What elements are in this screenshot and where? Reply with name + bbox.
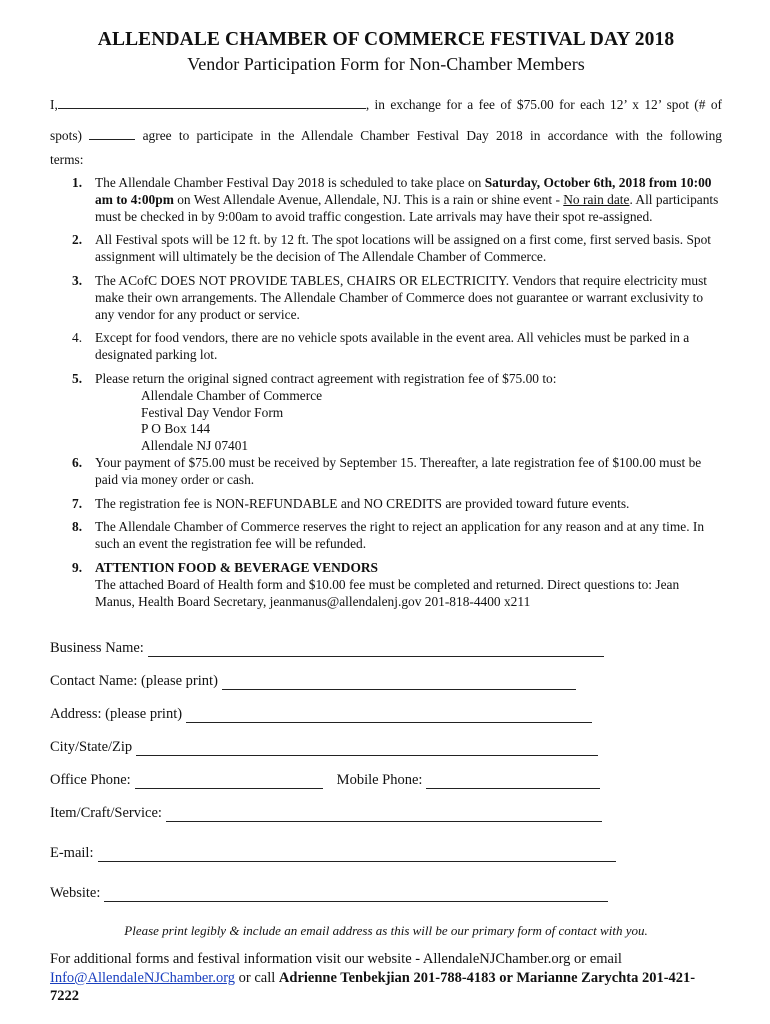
vendor-name-blank[interactable]	[58, 94, 366, 109]
contact-name-field[interactable]	[222, 673, 576, 690]
term-text: Except for food vendors, there are no vehicle spots available in the event area. All vehicles must be parked in a designated parking lot.	[95, 330, 690, 363]
address-row	[50, 690, 722, 723]
term-text: The ACofC DOES NOT PROVIDE TABLES, CHAIRS OR ELECTRICITY. Vendors that require electricity must make their own arrangements. The Allendale Chamber of Commerce does not guarantee or warrant exclusivity to any vendor for any product or service.	[95, 272, 708, 322]
footer-text: For additional forms and festival information visit our website - AllendaleNJChamber.org or email	[50, 951, 622, 968]
city-state-zip-row	[50, 723, 722, 756]
business-name-field[interactable]	[148, 640, 604, 657]
term-text: The Allendale Chamber of Commerce reserves the right to reject an application for any reason and at any time. In such an event the registration fee will be refunded.	[95, 519, 705, 552]
term-number: 4.	[72, 330, 83, 346]
business-name-label: Business Name:	[50, 640, 144, 657]
term-text: All Festival spots will be 12 ft. by 12 ft. The spot locations will be assigned on a first come, first served basis. Spot assignment will ultimately be the decision of The Allendale Chamber of Commerce.	[95, 232, 712, 265]
term-item-1	[50, 175, 722, 225]
address-line: P O Box 144	[141, 421, 211, 437]
item-craft-service-row	[50, 789, 722, 822]
office-phone-label: Office Phone:	[50, 772, 131, 789]
page-subtitle: Vendor Participation Form for Non-Chamber Members	[187, 54, 585, 74]
business-name-row	[50, 624, 722, 657]
term-number: 3.	[72, 272, 83, 288]
address-label: Address: (please print)	[50, 706, 183, 723]
email-row	[50, 822, 722, 862]
intro-i-prefix: I,	[50, 97, 58, 112]
term-number: 5.	[72, 370, 83, 386]
food-vendor-heading: ATTENTION FOOD & BEVERAGE VENDORS	[95, 559, 378, 575]
mobile-phone-field[interactable]	[426, 772, 600, 789]
address-line: Allendale NJ 07401	[141, 438, 249, 454]
term-item-7	[50, 496, 722, 513]
vendor-info-fields	[50, 624, 722, 902]
intro-paragraph	[50, 89, 722, 151]
term-number: 6.	[72, 454, 83, 470]
address-line: Festival Day Vendor Form	[141, 404, 284, 420]
email-field[interactable]	[98, 845, 616, 862]
term-item-2	[50, 232, 722, 266]
footer-contacts: Adrienne Tenbekjian 201-788-4183 or Marianne Zarychta 201-421-7222	[50, 969, 696, 1005]
term-item-5	[50, 371, 722, 455]
chamber-email-link[interactable]: Info@AllendaleNJChamber.org	[50, 969, 236, 986]
city-state-zip-label: City/State/Zip	[50, 739, 133, 756]
city-state-zip-field[interactable]	[136, 739, 598, 756]
term-number: 2.	[72, 232, 83, 248]
address-field[interactable]	[186, 706, 592, 723]
contact-name-row	[50, 657, 722, 690]
contact-name-label: Contact Name: (please print)	[50, 673, 218, 690]
intro-fee-text: , in exchange for a fee of $75.00 for each 12’ x 12’ spot (# of	[365, 97, 722, 112]
mailing-address	[95, 388, 722, 455]
term-text: The Allendale Chamber Festival Day 2018 is scheduled to take place on	[95, 175, 485, 190]
term-item-4	[50, 330, 722, 364]
item-craft-service-label: Item/Craft/Service:	[50, 805, 162, 822]
page-title: ALLENDALE CHAMBER OF COMMERCE FESTIVAL DAY 2018	[97, 29, 675, 50]
term-item-6	[50, 455, 722, 489]
term-number: 9.	[72, 559, 83, 575]
term-number: 1.	[72, 175, 83, 190]
term-number: 8.	[72, 519, 83, 535]
office-phone-field[interactable]	[135, 772, 323, 789]
website-field[interactable]	[104, 885, 608, 902]
terms-list	[50, 175, 722, 610]
email-label: E-mail:	[50, 845, 94, 862]
phone-row	[50, 756, 722, 789]
intro-agree-text: agree to participate in the Allendale Chamber Festival Day 2018 in accordance with the following	[142, 128, 722, 143]
no-rain-date-text: No rain date	[563, 191, 630, 207]
term-text: . All participants must be checked in by 9:00am to avoid traffic congestion. Late arrivals may have their spot re-assigned.	[95, 191, 719, 224]
term-text: on West Allendale Avenue, Allendale, NJ. This is a rain or shine event -	[173, 191, 564, 207]
term-text: Your payment of $75.00 must be received by September 15. Thereafter, a late registration fee of $100.00 must be paid via money order or cash.	[95, 454, 702, 487]
spots-count-blank[interactable]	[89, 125, 135, 140]
term-text: Please return the original signed contract agreement with registration fee of $75.00 to:	[95, 370, 557, 386]
term-text: The attached Board of Health form and $10.00 fee must be completed and returned. Direct questions to: Jean Manus, Health Board Secretary, jeanmanus@allendalenj.gov 201-818-4400 x211	[95, 576, 680, 609]
intro-terms-label: terms:	[50, 152, 84, 167]
item-craft-service-field[interactable]	[166, 805, 602, 822]
website-label: Website:	[50, 885, 101, 902]
address-line: Allendale Chamber of Commerce	[141, 387, 323, 403]
mobile-phone-label: Mobile Phone:	[336, 772, 423, 789]
footer-contact	[50, 950, 722, 1006]
term-number: 7.	[72, 495, 83, 511]
term-item-8	[50, 519, 722, 553]
term-item-3	[50, 273, 722, 323]
website-row	[50, 862, 722, 902]
term-text: The registration fee is NON-REFUNDABLE and NO CREDITS are provided toward future events.	[95, 495, 630, 511]
term-event-date: Saturday, October 6th, 2018 from 10:00 am to 4:00pm	[95, 175, 712, 207]
print-legibly-note: Please print legibly & include an email address as this will be our primary form of contact with you.	[124, 923, 648, 939]
intro-spots-label: spots)	[50, 128, 82, 143]
footer-text: or call	[235, 969, 279, 986]
term-item-9	[50, 560, 722, 610]
